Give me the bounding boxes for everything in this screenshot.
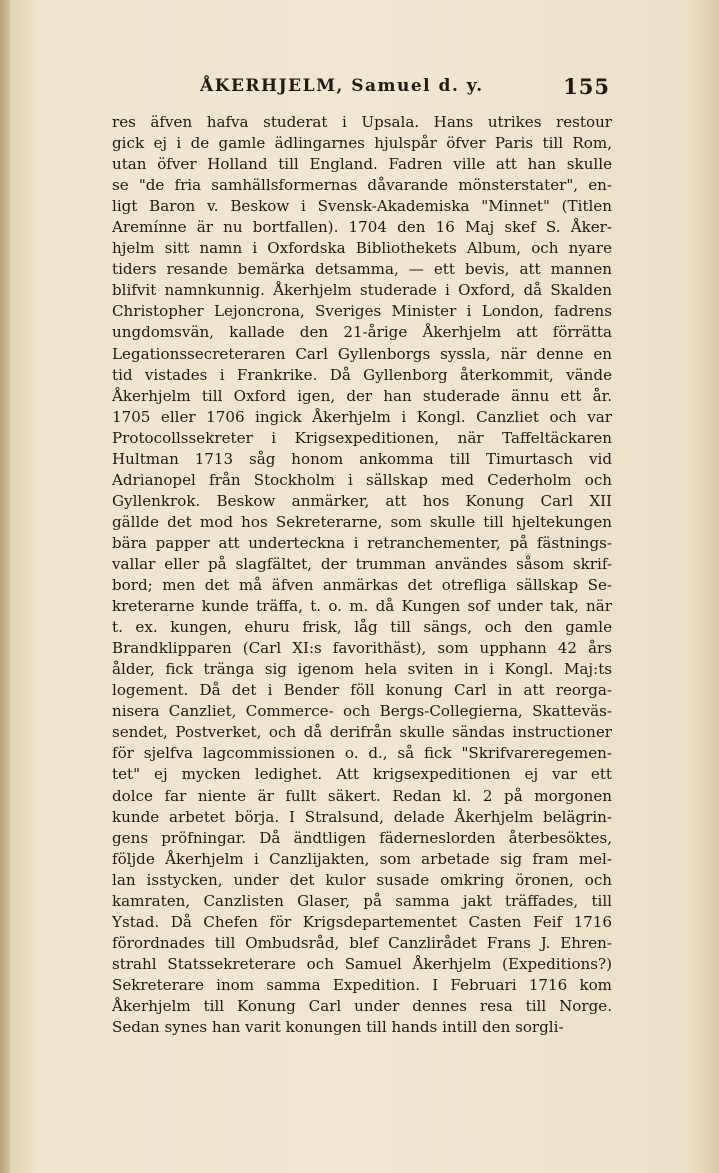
text-line: Hultman 1713 såg honom ankomma till Timurtasch vid <box>112 449 612 468</box>
text-line: bära papper att underteckna i retranchementer, på fästnings- <box>112 533 612 552</box>
header-title: ÅKERHJELM, Samuel d. y. <box>200 76 484 96</box>
text-line: Sekreterare inom samma Expedition. I Februari 1716 kom <box>112 975 612 994</box>
text-line: gällde det mod hos Sekreterarne, som skulle till hjeltekungen <box>112 512 612 531</box>
text-line: se "de fria samhällsformernas dåvarande mönsterstater", en- <box>112 176 612 195</box>
text-line: sendet, Postverket, och då derifrån skulle sändas instructioner <box>112 723 612 742</box>
page-gutter <box>0 0 10 1173</box>
text-line: vallar eller på slagfältet, der trumman användes såsom skrif- <box>112 554 612 573</box>
text-line: Christopher Lejoncrona, Sveriges Minister i London, fadrens <box>112 302 612 321</box>
text-line: nisera Canzliet, Commerce- och Bergs-Collegierna, Skatteväs- <box>112 702 612 721</box>
text-line: Brandklipparen (Carl XI:s favorithäst), som upphann 42 års <box>112 639 612 658</box>
text-line: gick ej i de gamle ädlingarnes hjulspår öfver Paris till Rom, <box>112 134 612 153</box>
text-line: Sedan synes han varit konungen till hands intill den sorgli- <box>112 1018 564 1037</box>
text-line: t. ex. kungen, ehuru frisk, låg till sängs, och den gamle <box>112 618 612 637</box>
text-line: följde Åkerhjelm i Canzlijakten, som arbetade sig fram mel- <box>112 849 612 868</box>
text-line: 1705 eller 1706 ingick Åkerhjelm i Kongl. Canzliet och var <box>112 407 612 426</box>
text-line: kunde arbetet börja. I Stralsund, delade Åkerhjelm belägrin- <box>112 807 612 826</box>
text-line: gens pröfningar. Då ändtligen fäderneslorden återbesöktes, <box>112 828 612 847</box>
text-line: blifvit namnkunnig. Åkerhjelm studerade i Oxford, då Skalden <box>112 281 612 300</box>
text-line: tet" ej mycken ledighet. Att krigsexpeditionen ej var ett <box>112 765 612 784</box>
body-text <box>112 112 612 1038</box>
text-line: Gyllenkrok. Beskow anmärker, att hos Konung Carl XII <box>112 491 612 510</box>
text-line: Adrianopel från Stockholm i sällskap med Cederholm och <box>112 470 612 489</box>
text-line: tid vistades i Frankrike. Då Gyllenborg återkommit, vände <box>112 365 612 384</box>
text-line: kreterarne kunde träffa, t. o. m. då Kungen sof under tak, när <box>112 597 612 616</box>
text-line: Legationssecreteraren Carl Gyllenborgs syssla, när denne en <box>112 344 612 363</box>
text-line: bord; men det må äfven anmärkas det otrefliga sällskap Se- <box>112 576 612 595</box>
text-line: Protocollssekreter i Krigsexpeditionen, när Taffeltäckaren <box>112 428 612 447</box>
text-line: Åkerhjelm till Oxford igen, der han studerade ännu ett år. <box>112 386 612 405</box>
text-line: dolce far niente är fullt säkert. Redan kl. 2 på morgonen <box>112 786 612 805</box>
running-header <box>200 72 610 102</box>
text-line: ligt Baron v. Beskow i Svensk-Akademiska "Minnet" (Titlen <box>112 197 612 216</box>
text-line: tiders resande bemärka detsamma, — ett bevis, att mannen <box>112 260 612 279</box>
text-line: ungdomsvän, kallade den 21-årige Åkerhjelm att förrätta <box>112 323 612 342</box>
text-line: logement. Då det i Bender föll konung Carl in att reorga- <box>112 681 612 700</box>
text-line: lan isstycken, under det kulor susade omkring öronen, och <box>112 870 612 889</box>
text-line: Åkerhjelm till Konung Carl under dennes resa till Norge. <box>112 996 612 1015</box>
text-line: res äfven hafva studerat i Upsala. Hans utrikes restour <box>112 113 612 131</box>
text-line: kamraten, Canzlisten Glaser, på samma jakt träffades, till <box>112 891 612 910</box>
text-line: utan öfver Holland till England. Fadren ville att han skulle <box>112 155 612 174</box>
text-line: hjelm sitt namn i Oxfordska Bibliothekets Album, och nyare <box>112 239 612 258</box>
text-line: förordnades till Ombudsråd, blef Canzlirådet Frans J. Ehren- <box>112 933 612 952</box>
text-line: ålder, fick tränga sig igenom hela sviten in i Kongl. Maj:ts <box>112 660 612 679</box>
page-number: 155 <box>563 74 610 99</box>
text-line: Aremínne är nu bortfallen). 1704 den 16 Maj skef S. Åker- <box>112 218 612 237</box>
text-line: strahl Statssekreterare och Samuel Åkerhjelm (Expeditions?) <box>112 954 612 973</box>
text-line: för sjelfva lagcommissionen o. d., så fick "Skrifvareregemen- <box>112 744 612 763</box>
text-line: Ystad. Då Chefen för Krigsdepartementet Casten Feif 1716 <box>112 912 612 931</box>
